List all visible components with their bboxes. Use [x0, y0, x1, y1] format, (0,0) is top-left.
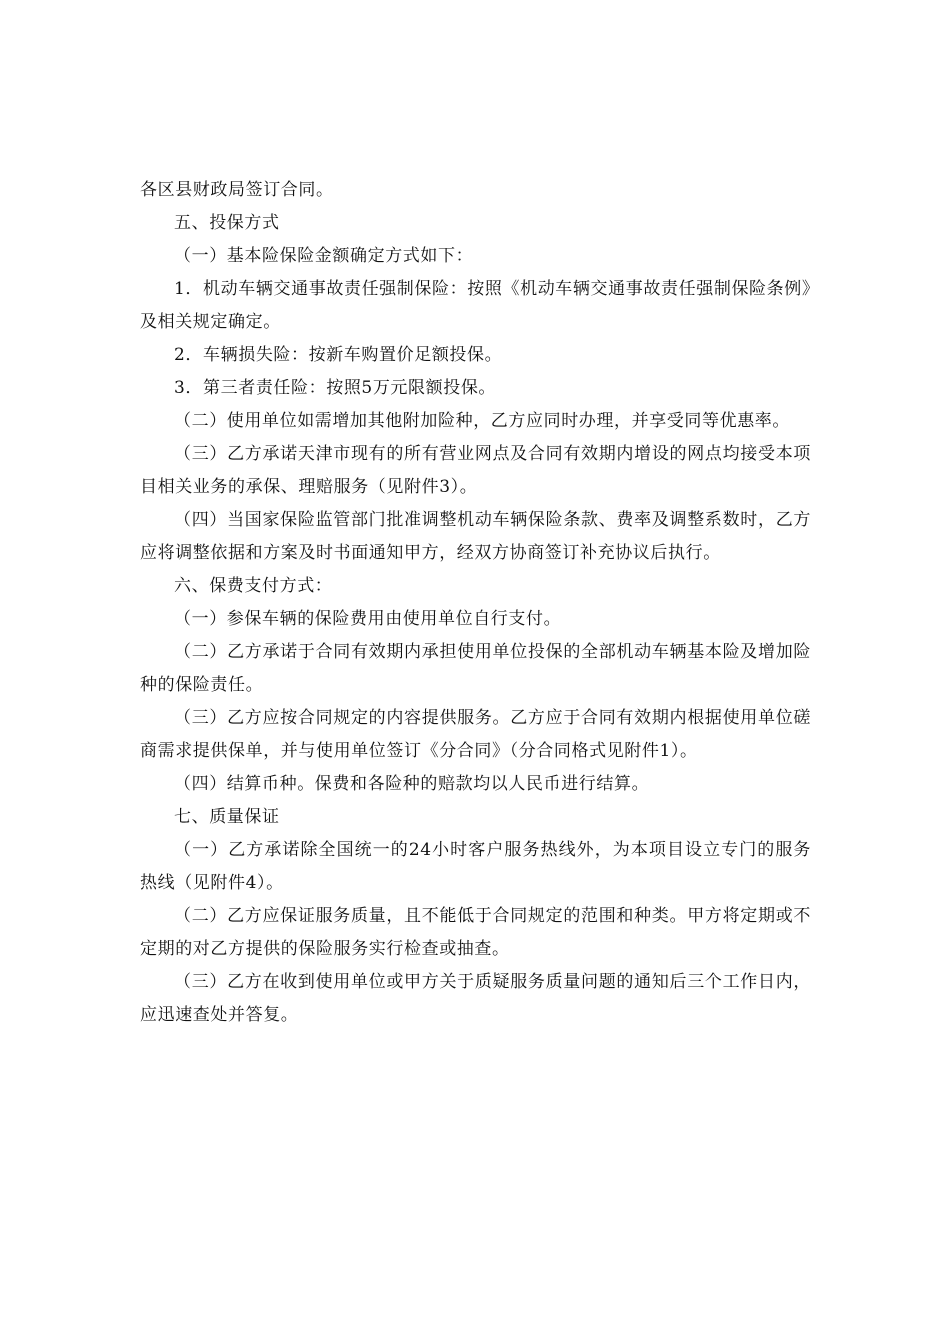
paragraph: 3．第三者责任险：按照5万元限额投保。	[174, 378, 497, 398]
paragraph: （四）当国家保险监管部门批准调整机动车辆保险条款、费率及调整系数时，乙方应将调整依据和方案及时书面通知甲方，经双方协商签订补充协议后执行。	[140, 510, 811, 563]
paragraph: （一）基本险保险金额确定方式如下：	[174, 246, 474, 266]
paragraph: 1．机动车辆交通事故责任强制保险：按照《机动车辆交通事故责任强制保险条例》及相关规定确定。	[140, 279, 811, 332]
paragraph: （四）结算币种。保费和各险种的赔款均以人民币进行结算。	[174, 774, 650, 794]
document-body	[140, 174, 811, 1032]
paragraph: （三）乙方应按合同规定的内容提供服务。乙方应于合同有效期内根据使用单位磋商需求提供保单，并与使用单位签订《分合同》（分合同格式见附件1）。	[140, 708, 811, 761]
paragraph: （二）乙方应保证服务质量，且不能低于合同规定的范围和种类。甲方将定期或不定期的对乙方提供的保险服务实行检查或抽查。	[140, 906, 811, 959]
paragraph: （一）参保车辆的保险费用由使用单位自行支付。	[174, 609, 562, 629]
paragraph: （三）乙方承诺天津市现有的所有营业网点及合同有效期内增设的网点均接受本项目相关业务的承保、理赔服务（见附件3）。	[140, 444, 811, 497]
paragraph: 各区县财政局签订合同。	[140, 180, 334, 200]
paragraph: （三）乙方在收到使用单位或甲方关于质疑服务质量问题的通知后三个工作日内，应迅速查处并答复。	[140, 972, 811, 1025]
section-heading-5: 五、投保方式	[174, 213, 280, 233]
paragraph: （二）乙方承诺于合同有效期内承担使用单位投保的全部机动车辆基本险及增加险种的保险责任。	[140, 642, 811, 695]
section-heading-7: 七、质量保证	[174, 807, 280, 827]
section-heading-6: 六、保费支付方式：	[174, 576, 333, 596]
paragraph: 2．车辆损失险：按新车购置价足额投保。	[174, 345, 503, 365]
paragraph: （二）使用单位如需增加其他附加险种，乙方应同时办理，并享受同等优惠率。	[174, 411, 790, 431]
paragraph: （一）乙方承诺除全国统一的24小时客户服务热线外，为本项目设立专门的服务热线（见附件4）。	[140, 840, 811, 893]
